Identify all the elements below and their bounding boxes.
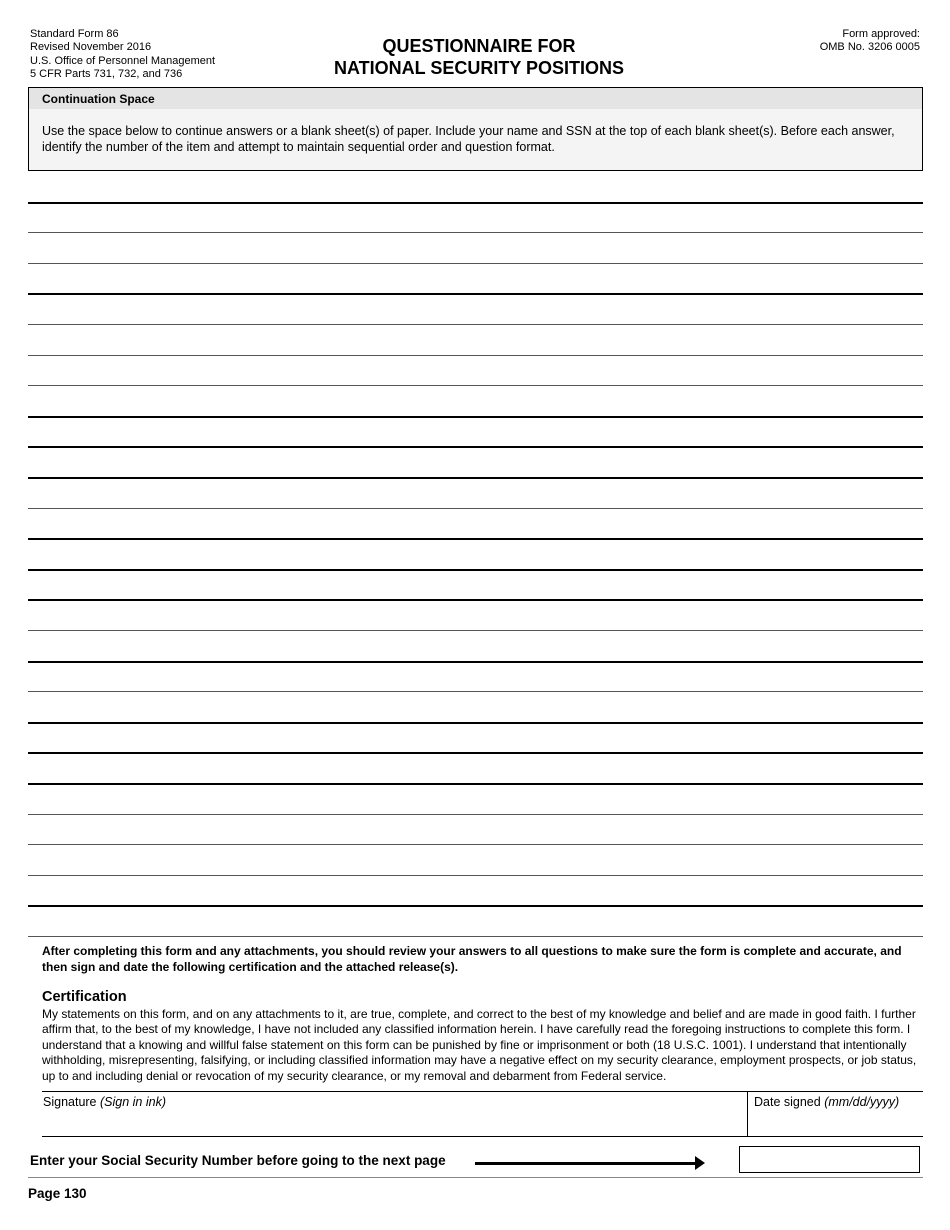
form-number: Standard Form 86 — [30, 28, 119, 40]
revision-date: Revised November 2016 — [30, 41, 152, 54]
cfr-reference: 5 CFR Parts 731, 732, and 736 — [30, 67, 183, 80]
date-signed-field[interactable] — [754, 1095, 899, 1109]
issuing-agency: U.S. Office of Personnel Management — [30, 54, 216, 67]
answer-line — [28, 508, 923, 509]
answer-line — [28, 783, 923, 785]
signature-block — [42, 1091, 923, 1137]
certification-heading: Certification — [42, 989, 127, 1005]
answer-line — [28, 936, 923, 937]
answer-line — [28, 232, 923, 233]
omb-number: OMB No. 3206 0005 — [819, 41, 920, 54]
signature-label: Signature — [43, 1095, 97, 1109]
omb-approval — [820, 28, 920, 55]
answer-line — [28, 569, 923, 571]
answer-line — [28, 691, 923, 692]
answer-line — [28, 661, 923, 663]
date-signed-label: Date signed — [754, 1095, 821, 1109]
answer-line — [28, 202, 923, 204]
answer-line — [28, 844, 923, 845]
section-heading: Continuation Space — [28, 87, 923, 110]
answer-line — [28, 416, 923, 418]
signature-field[interactable] — [43, 1095, 166, 1109]
answer-line — [28, 293, 923, 295]
answer-line — [28, 814, 923, 815]
continuation-instructions: Use the space below to continue answers or a blank sheet(s) of paper. Include your name and SSN at the top of each blank sheet(s). Before each answer, identify the number of the item and attempt to maintain sequential order and question format. — [28, 109, 923, 171]
answer-line — [28, 477, 923, 479]
answer-line — [28, 752, 923, 754]
approval-label: Form approved: — [842, 28, 920, 40]
answer-line — [28, 905, 923, 907]
date-format-hint: (mm/dd/yyyy) — [824, 1095, 900, 1109]
continuation-answer-area[interactable] — [28, 171, 923, 937]
ssn-prompt: Enter your Social Security Number before going to the next page — [30, 1153, 446, 1168]
answer-line — [28, 722, 923, 724]
certification-text: My statements on this form, and on any attachments to it, are true, complete, and correct to the best of my knowledge and belief and are made in good faith. I further affirm that, to the best of my knowledge, I have not included any classified information herein. I have carefully read the foregoing instructions to complete this form. I understand that a knowing and willful false statement on this form can be punished by fine or imprisonment or both (18 U.S.C. 1001). I understand that intentionally withholding, misrepresenting, falsifying, or including classified information may have a negative effect on my security clearance, employment prospects, or job status, up to and including denial or revocation of my security clearance, or my removal and debarment from Federal service. — [42, 1007, 917, 1083]
ssn-input[interactable] — [739, 1146, 920, 1173]
signature-divider — [747, 1092, 748, 1136]
review-notice: After completing this form and any attachments, you should review your answers to all questions to make sure the form is complete and accurate, and then sign and date the following certification and the attached release(s). — [42, 944, 902, 974]
page-number: Page 130 — [28, 1186, 87, 1201]
answer-line — [28, 263, 923, 264]
arrow-right-icon — [475, 1162, 697, 1165]
footer-divider — [28, 1177, 923, 1178]
answer-line — [28, 324, 923, 325]
title-line-1: QUESTIONNAIRE FOR — [382, 36, 576, 56]
answer-line — [28, 875, 923, 876]
title-line-2: NATIONAL SECURITY POSITIONS — [333, 58, 625, 78]
answer-line — [28, 599, 923, 601]
signature-hint: (Sign in ink) — [100, 1095, 166, 1109]
answer-line — [28, 355, 923, 356]
page-title — [0, 35, 950, 79]
arrowhead-icon — [695, 1156, 705, 1170]
answer-line — [28, 446, 923, 448]
answer-line — [28, 538, 923, 540]
answer-line — [28, 385, 923, 386]
answer-line — [28, 630, 923, 631]
